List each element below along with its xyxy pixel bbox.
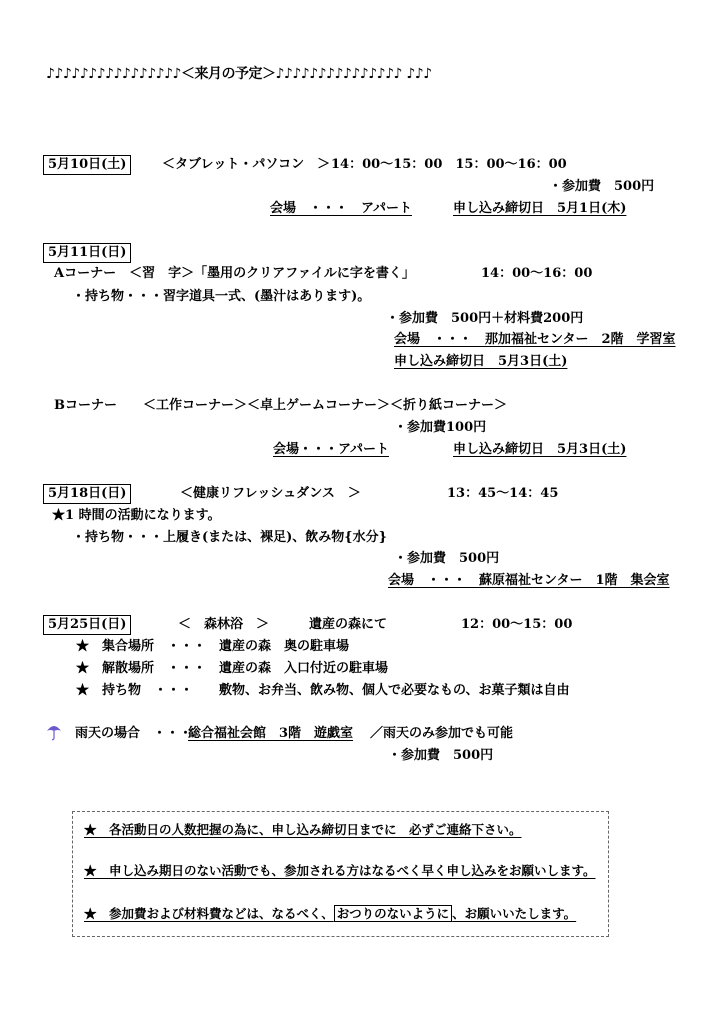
fee-may25: ・参加費 500円	[388, 748, 494, 763]
event-title-may25: ＜ 森林浴 ＞	[178, 617, 270, 632]
notice-line-1: ★ 各活動日の人数把握の為に、申し込み締切日までに 必ずご連絡下さい。	[84, 822, 522, 837]
event-times-may10: 14：00～15：00 15：00～16：00	[331, 157, 567, 172]
notice-line-3	[84, 906, 576, 922]
event-title-may10: ＜タブレット・パソコン ＞	[162, 157, 331, 172]
corner-a-venue: 会場 ・・・ 那加福祉センター 2階 学習室	[394, 332, 676, 347]
corner-b-venue: 会場・・・アパート	[273, 442, 389, 457]
notice-line-3-pre: ★ 参加費および材料費などは、なるべく、	[84, 906, 334, 921]
notice-line-3-post: 、お願いいたします。	[452, 906, 577, 921]
venue-may10: 会場 ・・・ アパート	[270, 201, 412, 216]
corner-a-heading: Aコーナー ＜習 字＞「墨用のクリアファイルに字を書く」	[54, 266, 415, 281]
rain-label: 雨天の場合 ・・・	[75, 726, 193, 741]
corner-a-time: 14：00～16：00	[481, 266, 593, 281]
deadline-may10: 申し込み締切日 5月1日(木)	[453, 201, 627, 216]
corner-b-fee: ・参加費100円	[394, 420, 487, 435]
corner-a-deadline: 申し込み締切日 5月3日(土)	[394, 354, 568, 369]
umbrella-icon	[46, 723, 62, 741]
date-badge-may11: 5月11日(日)	[43, 243, 131, 263]
date-badge-may10: 5月10日(土)	[43, 155, 131, 175]
event-time-may25: 12：00～15：00	[461, 617, 573, 632]
rain-venue: 総合福祉会館 3階 遊戯室	[188, 726, 354, 741]
venue-may18: 会場 ・・・ 蘇原福祉センター 1階 集会室	[388, 573, 670, 588]
belongings-may25: ★ 持ち物 ・・・ 敷物、お弁当、飲み物、個人で必要なもの、お菓子類は自由	[76, 683, 570, 698]
note-may18: ★1 時間の活動になります。	[52, 508, 221, 523]
corner-b-heading: Bコーナー ＜工作コーナー＞＜卓上ゲームコーナー＞＜折り紙コーナー＞	[54, 398, 507, 413]
page-title: ♪♪♪♪♪♪♪♪♪♪♪♪♪♪♪♪＜来月の予定＞♪♪♪♪♪♪♪♪♪♪♪♪♪♪♪ ♪♪♪	[46, 66, 432, 82]
event-title-may18: ＜健康リフレッシュダンス ＞	[180, 486, 361, 501]
corner-a-belongings: ・持ち物・・・習字道具一式、(墨汁はあります)。	[72, 289, 371, 304]
meeting-place: ★ 集合場所 ・・・ 遺産の森 奥の駐車場	[76, 639, 350, 654]
date-badge-may25: 5月25日(日)	[43, 615, 131, 635]
notice-line-3-boxed: おつりのないように	[334, 905, 452, 922]
rain-note: ／雨天のみ参加でも可能	[370, 726, 514, 741]
dismissal-place: ★ 解散場所 ・・・ 遺産の森 入口付近の駐車場	[76, 661, 389, 676]
notice-line-2: ★ 申し込み期日のない活動でも、参加される方はなるべく早く申し込みをお願いします。	[84, 863, 596, 878]
fee-may10: ・参加費 500円	[549, 179, 655, 194]
date-badge-may18: 5月18日(日)	[43, 484, 131, 504]
corner-a-fee: ・参加費 500円＋材料費200円	[386, 311, 584, 326]
fee-may18: ・参加費 500円	[394, 551, 500, 566]
corner-b-deadline: 申し込み締切日 5月3日(土)	[453, 442, 627, 457]
event-time-may18: 13：45～14：45	[447, 486, 559, 501]
belongings-may18: ・持ち物・・・上履き(または、裸足)、飲み物{水分}	[72, 530, 388, 545]
event-place-may25: 遺産の森にて	[309, 617, 388, 632]
